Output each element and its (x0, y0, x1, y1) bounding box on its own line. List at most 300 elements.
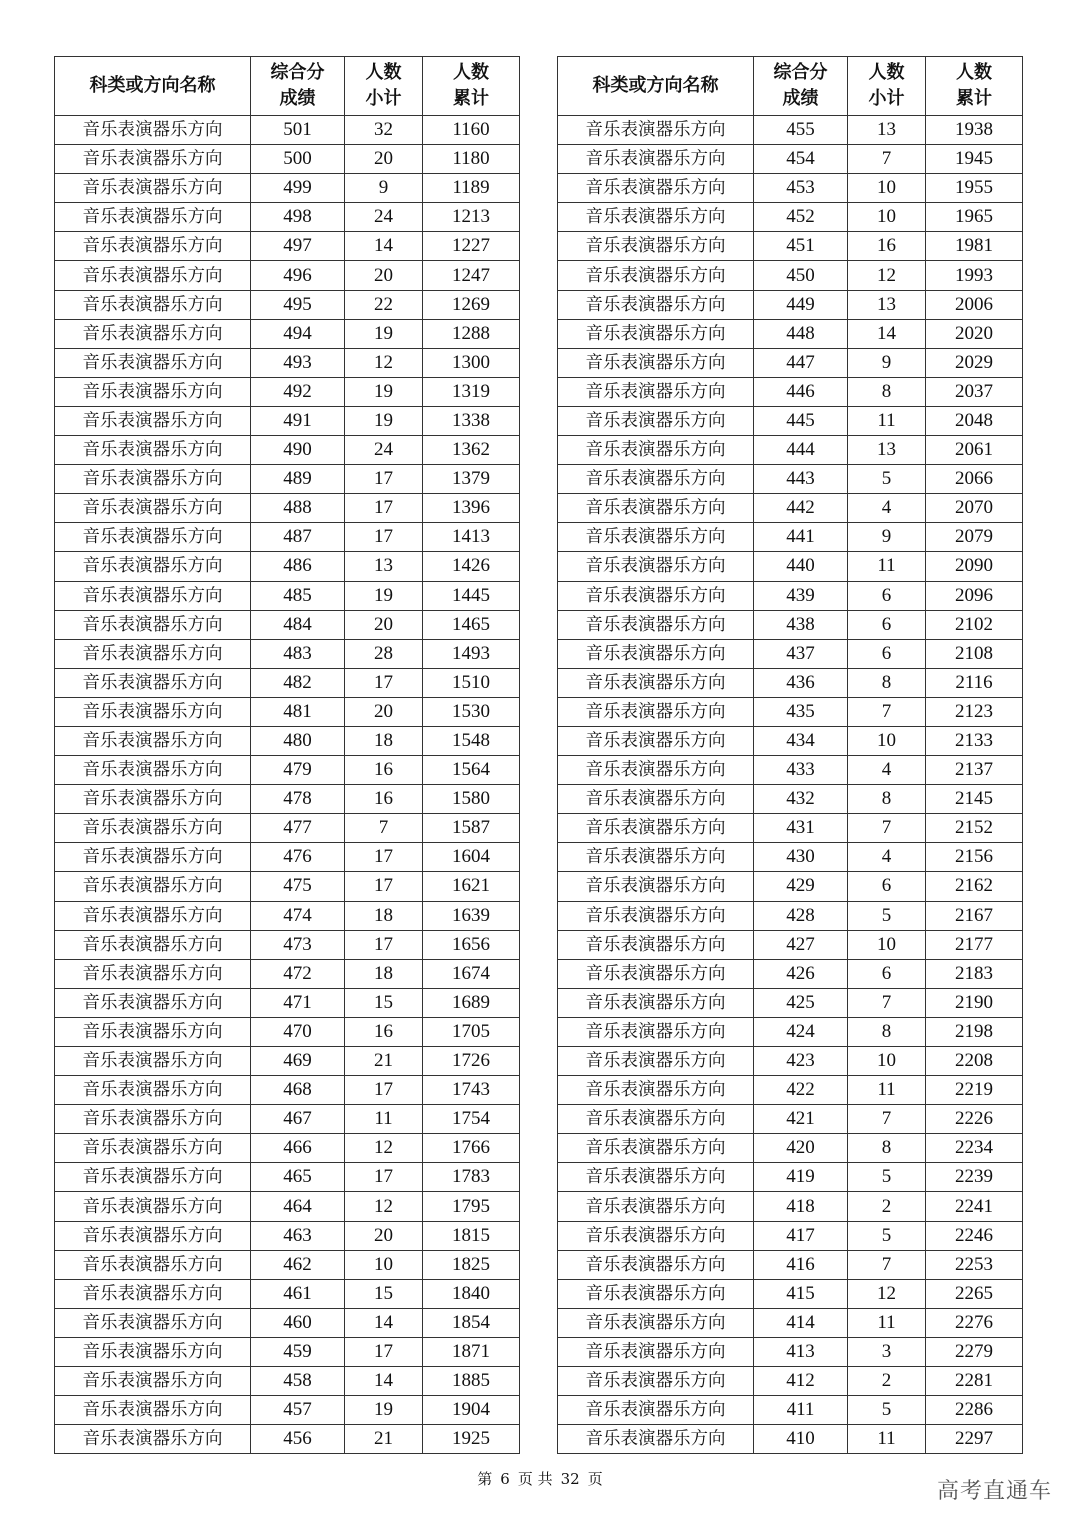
cell-count: 10 (848, 930, 926, 959)
header-count-line1: 人数 (868, 62, 905, 83)
cell-count: 17 (345, 494, 423, 523)
cell-count: 18 (345, 726, 423, 755)
cell-count: 12 (848, 1279, 926, 1308)
cell-cumulative: 1965 (926, 203, 1023, 232)
cell-category: 音乐表演器乐方向 (558, 988, 754, 1017)
table-row (55, 436, 520, 465)
cell-count: 28 (345, 639, 423, 668)
cell-category: 音乐表演器乐方向 (558, 203, 754, 232)
cell-cumulative: 1621 (423, 872, 520, 901)
table-row (55, 988, 520, 1017)
cell-cumulative: 2276 (926, 1308, 1023, 1337)
table-header-row (558, 57, 1023, 116)
table-row (55, 697, 520, 726)
header-cumulative-line1: 人数 (956, 62, 992, 83)
cell-cumulative: 1465 (423, 610, 520, 639)
cell-cumulative: 2183 (926, 959, 1023, 988)
cell-score: 474 (251, 901, 345, 930)
cell-score: 447 (754, 348, 848, 377)
cell-count: 18 (345, 901, 423, 930)
table-row (558, 406, 1023, 435)
table-row (55, 901, 520, 930)
cell-count: 19 (345, 377, 423, 406)
cell-cumulative: 1955 (926, 174, 1023, 203)
cell-score: 500 (251, 145, 345, 174)
cell-cumulative: 2070 (926, 494, 1023, 523)
cell-count: 17 (345, 872, 423, 901)
cell-score: 458 (251, 1367, 345, 1396)
table-row (558, 1337, 1023, 1366)
cell-cumulative: 1945 (926, 145, 1023, 174)
table-row (558, 116, 1023, 145)
cell-category: 音乐表演器乐方向 (558, 726, 754, 755)
cell-count: 32 (345, 116, 423, 145)
table-row (55, 1017, 520, 1046)
cell-score: 410 (754, 1425, 848, 1454)
cell-cumulative: 1766 (423, 1134, 520, 1163)
cell-score: 494 (251, 319, 345, 348)
cell-cumulative: 2246 (926, 1221, 1023, 1250)
cell-cumulative: 1674 (423, 959, 520, 988)
cell-category: 音乐表演器乐方向 (55, 377, 251, 406)
cell-cumulative: 2061 (926, 436, 1023, 465)
cell-cumulative: 1925 (423, 1425, 520, 1454)
cell-count: 5 (848, 901, 926, 930)
cell-cumulative: 1754 (423, 1105, 520, 1134)
cell-category: 音乐表演器乐方向 (558, 552, 754, 581)
table-row (55, 1047, 520, 1076)
cell-cumulative: 1689 (423, 988, 520, 1017)
cell-cumulative: 2190 (926, 988, 1023, 1017)
cell-count: 17 (345, 843, 423, 872)
table-row (55, 1250, 520, 1279)
cell-score: 489 (251, 465, 345, 494)
cell-category: 音乐表演器乐方向 (55, 1163, 251, 1192)
cell-category: 音乐表演器乐方向 (558, 668, 754, 697)
cell-cumulative: 2048 (926, 406, 1023, 435)
cell-category: 音乐表演器乐方向 (55, 1017, 251, 1046)
cell-count: 2 (848, 1192, 926, 1221)
table-row (55, 494, 520, 523)
table-row (55, 1396, 520, 1425)
cell-score: 430 (754, 843, 848, 872)
cell-score: 448 (754, 319, 848, 348)
header-score-line2: 成绩 (279, 88, 316, 109)
cell-cumulative: 1815 (423, 1221, 520, 1250)
cell-score: 486 (251, 552, 345, 581)
cell-category: 音乐表演器乐方向 (55, 145, 251, 174)
table-row (558, 1396, 1023, 1425)
cell-cumulative: 2265 (926, 1279, 1023, 1308)
cell-cumulative: 2090 (926, 552, 1023, 581)
table-row (558, 930, 1023, 959)
cell-cumulative: 1288 (423, 319, 520, 348)
table-row (55, 1221, 520, 1250)
cell-count: 14 (345, 1308, 423, 1337)
cell-cumulative: 2102 (926, 610, 1023, 639)
table-row (55, 523, 520, 552)
cell-cumulative: 1580 (423, 785, 520, 814)
cell-score: 463 (251, 1221, 345, 1250)
cell-category: 音乐表演器乐方向 (55, 261, 251, 290)
cell-count: 14 (345, 1367, 423, 1396)
table-row (558, 1279, 1023, 1308)
cell-score: 453 (754, 174, 848, 203)
cell-count: 8 (848, 785, 926, 814)
cell-count: 17 (345, 1337, 423, 1366)
cell-category: 音乐表演器乐方向 (558, 1134, 754, 1163)
cell-score: 450 (754, 261, 848, 290)
cell-category: 音乐表演器乐方向 (55, 1047, 251, 1076)
table-row (558, 1367, 1023, 1396)
table-row (55, 1076, 520, 1105)
cell-count: 16 (345, 785, 423, 814)
cell-score: 428 (754, 901, 848, 930)
table-row (558, 1192, 1023, 1221)
cell-category: 音乐表演器乐方向 (55, 668, 251, 697)
cell-count: 21 (345, 1425, 423, 1454)
table-row (55, 203, 520, 232)
cell-category: 音乐表演器乐方向 (558, 436, 754, 465)
header-cumulative (926, 57, 1023, 116)
cell-category: 音乐表演器乐方向 (558, 232, 754, 261)
cell-cumulative: 1938 (926, 116, 1023, 145)
table-row (55, 348, 520, 377)
cell-count: 11 (848, 552, 926, 581)
cell-count: 19 (345, 406, 423, 435)
cell-score: 480 (251, 726, 345, 755)
footer-mid: 页 共 (517, 1470, 553, 1488)
cell-score: 468 (251, 1076, 345, 1105)
cell-score: 439 (754, 581, 848, 610)
cell-score: 455 (754, 116, 848, 145)
cell-count: 17 (345, 1076, 423, 1105)
table-row (558, 1105, 1023, 1134)
cell-count: 8 (848, 1017, 926, 1046)
cell-category: 音乐表演器乐方向 (558, 1047, 754, 1076)
cell-count: 5 (848, 1396, 926, 1425)
cell-cumulative: 2037 (926, 377, 1023, 406)
cell-category: 音乐表演器乐方向 (55, 1192, 251, 1221)
cell-count: 6 (848, 872, 926, 901)
table-row (558, 785, 1023, 814)
cell-score: 477 (251, 814, 345, 843)
cell-category: 音乐表演器乐方向 (558, 1396, 754, 1425)
cell-cumulative: 2241 (926, 1192, 1023, 1221)
cell-score: 459 (251, 1337, 345, 1366)
cell-cumulative: 1795 (423, 1192, 520, 1221)
header-score (754, 57, 848, 116)
cell-score: 497 (251, 232, 345, 261)
cell-count: 14 (345, 232, 423, 261)
table-row (55, 1105, 520, 1134)
cell-category: 音乐表演器乐方向 (55, 1308, 251, 1337)
cell-count: 16 (345, 1017, 423, 1046)
cell-score: 425 (754, 988, 848, 1017)
cell-score: 446 (754, 377, 848, 406)
table-row (55, 1367, 520, 1396)
cell-score: 501 (251, 116, 345, 145)
cell-category: 音乐表演器乐方向 (55, 232, 251, 261)
table-row (55, 872, 520, 901)
cell-count: 19 (345, 319, 423, 348)
cell-category: 音乐表演器乐方向 (55, 581, 251, 610)
cell-score: 470 (251, 1017, 345, 1046)
cell-count: 13 (848, 116, 926, 145)
cell-cumulative: 2234 (926, 1134, 1023, 1163)
cell-category: 音乐表演器乐方向 (558, 494, 754, 523)
cell-count: 20 (345, 145, 423, 174)
cell-cumulative: 1530 (423, 697, 520, 726)
table-row (55, 465, 520, 494)
cell-score: 427 (754, 930, 848, 959)
table-row (558, 174, 1023, 203)
table-row (55, 959, 520, 988)
cell-score: 473 (251, 930, 345, 959)
cell-score: 433 (754, 756, 848, 785)
cell-category: 音乐表演器乐方向 (55, 756, 251, 785)
cell-count: 7 (345, 814, 423, 843)
cell-cumulative: 2006 (926, 290, 1023, 319)
cell-cumulative: 1871 (423, 1337, 520, 1366)
cell-cumulative: 2162 (926, 872, 1023, 901)
table-row (55, 290, 520, 319)
cell-score: 445 (754, 406, 848, 435)
cell-cumulative: 1319 (423, 377, 520, 406)
cell-score: 443 (754, 465, 848, 494)
cell-count: 13 (848, 290, 926, 319)
cell-category: 音乐表演器乐方向 (55, 1337, 251, 1366)
cell-score: 490 (251, 436, 345, 465)
table-row (55, 726, 520, 755)
table-row (558, 1163, 1023, 1192)
table-row (558, 726, 1023, 755)
cell-count: 5 (848, 1221, 926, 1250)
table-row (55, 174, 520, 203)
cell-category: 音乐表演器乐方向 (55, 203, 251, 232)
cell-count: 15 (345, 988, 423, 1017)
header-count-line2: 小计 (868, 88, 905, 109)
table-row (558, 145, 1023, 174)
cell-count: 11 (848, 1425, 926, 1454)
cell-category: 音乐表演器乐方向 (558, 814, 754, 843)
cell-score: 499 (251, 174, 345, 203)
score-table-left (54, 56, 520, 1454)
cell-category: 音乐表演器乐方向 (558, 785, 754, 814)
cell-score: 461 (251, 1279, 345, 1308)
table-row (558, 1134, 1023, 1163)
table-row (558, 581, 1023, 610)
header-cumulative-line2: 累计 (956, 88, 992, 109)
table-row (55, 785, 520, 814)
cell-score: 493 (251, 348, 345, 377)
table-row (55, 930, 520, 959)
table-row (558, 232, 1023, 261)
table-row (55, 1134, 520, 1163)
cell-count: 16 (345, 756, 423, 785)
cell-cumulative: 1904 (423, 1396, 520, 1425)
cell-score: 487 (251, 523, 345, 552)
cell-category: 音乐表演器乐方向 (55, 901, 251, 930)
cell-cumulative: 1189 (423, 174, 520, 203)
footer-total-pages: 32 (560, 1470, 580, 1488)
cell-cumulative: 1247 (423, 261, 520, 290)
header-score-line2: 成绩 (782, 88, 819, 109)
cell-score: 414 (754, 1308, 848, 1337)
cell-score: 417 (754, 1221, 848, 1250)
cell-score: 465 (251, 1163, 345, 1192)
footer-page-number: 6 (500, 1470, 510, 1488)
cell-count: 5 (848, 1163, 926, 1192)
cell-category: 音乐表演器乐方向 (55, 610, 251, 639)
table-row (558, 436, 1023, 465)
cell-cumulative: 1227 (423, 232, 520, 261)
cell-category: 音乐表演器乐方向 (55, 959, 251, 988)
cell-cumulative: 1726 (423, 1047, 520, 1076)
cell-category: 音乐表演器乐方向 (55, 1134, 251, 1163)
cell-score: 479 (251, 756, 345, 785)
cell-score: 476 (251, 843, 345, 872)
cell-count: 24 (345, 436, 423, 465)
cell-cumulative: 2208 (926, 1047, 1023, 1076)
footer-suffix: 页 (587, 1470, 603, 1488)
cell-count: 4 (848, 843, 926, 872)
cell-score: 429 (754, 872, 848, 901)
table-row (558, 639, 1023, 668)
cell-cumulative: 2239 (926, 1163, 1023, 1192)
cell-score: 472 (251, 959, 345, 988)
cell-score: 451 (754, 232, 848, 261)
cell-score: 454 (754, 145, 848, 174)
header-cumulative-line2: 累计 (453, 88, 489, 109)
cell-score: 452 (754, 203, 848, 232)
table-row (55, 668, 520, 697)
cell-category: 音乐表演器乐方向 (558, 523, 754, 552)
table-row (55, 377, 520, 406)
cell-category: 音乐表演器乐方向 (55, 1105, 251, 1134)
cell-category: 音乐表演器乐方向 (55, 319, 251, 348)
cell-category: 音乐表演器乐方向 (558, 465, 754, 494)
cell-cumulative: 2152 (926, 814, 1023, 843)
table-row (558, 697, 1023, 726)
cell-cumulative: 1269 (423, 290, 520, 319)
cell-category: 音乐表演器乐方向 (558, 145, 754, 174)
cell-cumulative: 1362 (423, 436, 520, 465)
cell-category: 音乐表演器乐方向 (558, 639, 754, 668)
cell-count: 6 (848, 639, 926, 668)
cell-category: 音乐表演器乐方向 (55, 406, 251, 435)
cell-score: 492 (251, 377, 345, 406)
cell-score: 416 (754, 1250, 848, 1279)
cell-score: 426 (754, 959, 848, 988)
cell-count: 3 (848, 1337, 926, 1366)
cell-score: 434 (754, 726, 848, 755)
cell-score: 423 (754, 1047, 848, 1076)
header-count (345, 57, 423, 116)
cell-count: 16 (848, 232, 926, 261)
cell-cumulative: 2066 (926, 465, 1023, 494)
cell-score: 444 (754, 436, 848, 465)
cell-cumulative: 2123 (926, 697, 1023, 726)
cell-score: 442 (754, 494, 848, 523)
cell-count: 15 (345, 1279, 423, 1308)
cell-count: 8 (848, 1134, 926, 1163)
cell-category: 音乐表演器乐方向 (55, 116, 251, 145)
cell-count: 12 (345, 1192, 423, 1221)
cell-count: 7 (848, 1105, 926, 1134)
table-row (558, 901, 1023, 930)
cell-category: 音乐表演器乐方向 (558, 1192, 754, 1221)
table-row (55, 814, 520, 843)
cell-category: 音乐表演器乐方向 (55, 988, 251, 1017)
cell-cumulative: 1705 (423, 1017, 520, 1046)
cell-category: 音乐表演器乐方向 (558, 697, 754, 726)
table-header-row (55, 57, 520, 116)
cell-cumulative: 2156 (926, 843, 1023, 872)
cell-category: 音乐表演器乐方向 (558, 319, 754, 348)
table-row (558, 814, 1023, 843)
cell-category: 音乐表演器乐方向 (558, 1308, 754, 1337)
cell-count: 10 (848, 203, 926, 232)
cell-score: 456 (251, 1425, 345, 1454)
cell-cumulative: 1548 (423, 726, 520, 755)
cell-count: 18 (345, 959, 423, 988)
cell-category: 音乐表演器乐方向 (558, 1250, 754, 1279)
cell-category: 音乐表演器乐方向 (558, 581, 754, 610)
table-row (558, 756, 1023, 785)
cell-cumulative: 2279 (926, 1337, 1023, 1366)
table-row (55, 581, 520, 610)
cell-count: 12 (848, 261, 926, 290)
table-row (558, 668, 1023, 697)
cell-category: 音乐表演器乐方向 (558, 1076, 754, 1105)
header-score (251, 57, 345, 116)
cell-count: 17 (345, 668, 423, 697)
cell-count: 19 (345, 581, 423, 610)
cell-category: 音乐表演器乐方向 (55, 843, 251, 872)
header-name: 科类或方向名称 (55, 57, 251, 116)
table-row (558, 203, 1023, 232)
cell-cumulative: 2108 (926, 639, 1023, 668)
cell-category: 音乐表演器乐方向 (558, 116, 754, 145)
cell-count: 22 (345, 290, 423, 319)
cell-score: 413 (754, 1337, 848, 1366)
cell-score: 415 (754, 1279, 848, 1308)
cell-category: 音乐表演器乐方向 (55, 348, 251, 377)
cell-score: 484 (251, 610, 345, 639)
table-row (558, 610, 1023, 639)
cell-count: 10 (848, 1047, 926, 1076)
cell-category: 音乐表演器乐方向 (55, 697, 251, 726)
cell-score: 419 (754, 1163, 848, 1192)
cell-score: 482 (251, 668, 345, 697)
cell-score: 481 (251, 697, 345, 726)
table-row (558, 872, 1023, 901)
cell-count: 11 (345, 1105, 423, 1134)
table-row (558, 1047, 1023, 1076)
cell-cumulative: 1510 (423, 668, 520, 697)
cell-count: 20 (345, 697, 423, 726)
cell-cumulative: 1885 (423, 1367, 520, 1396)
cell-cumulative: 1426 (423, 552, 520, 581)
cell-category: 音乐表演器乐方向 (558, 1017, 754, 1046)
table-row (55, 610, 520, 639)
table-row (558, 261, 1023, 290)
cell-cumulative: 1840 (423, 1279, 520, 1308)
header-score-line1: 综合分 (773, 62, 828, 83)
cell-count: 8 (848, 377, 926, 406)
table-row (558, 319, 1023, 348)
